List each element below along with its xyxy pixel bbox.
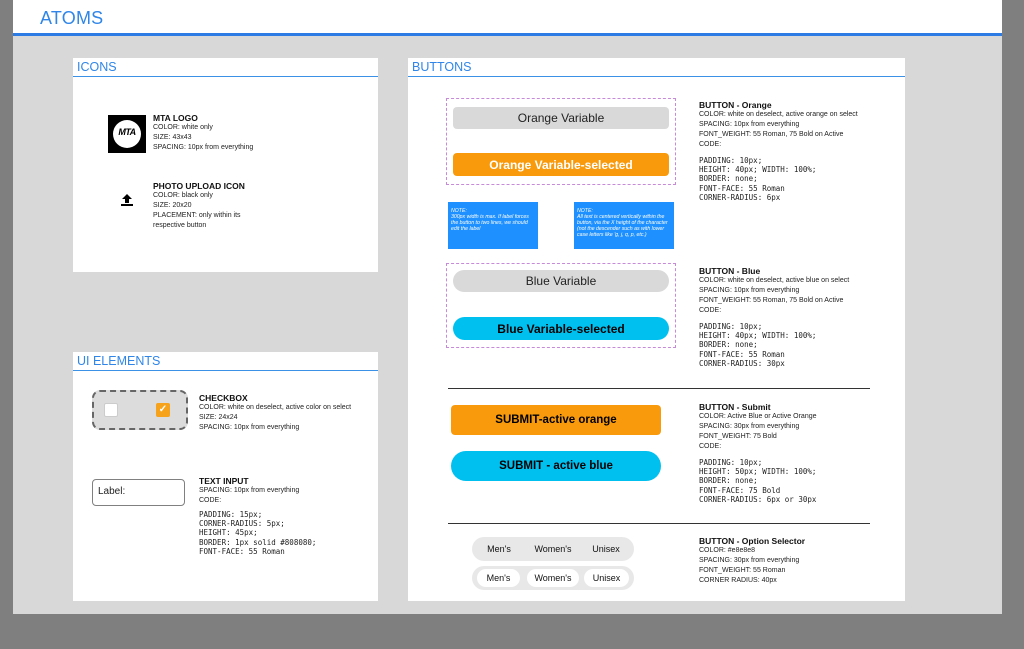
option-selector-radius: CORNER RADIUS: 40px <box>699 577 777 584</box>
blue-button-spacing: SPACING: 10px from everything <box>699 287 800 294</box>
blue-button-font-weight: FONT_WEIGHT: 55 Roman, 75 Bold on Active <box>699 297 844 304</box>
submit-orange-button[interactable]: SUBMIT-active orange <box>451 405 661 435</box>
orange-button-code: PADDING: 10px; HEIGHT: 40px; WIDTH: 100%; BORDER: none; FONT-FACE: 55 Roman CORNER-RADIUS: 6px <box>699 156 817 202</box>
label-text-input[interactable]: Label: <box>92 479 185 506</box>
text-input-code: PADDING: 15px; CORNER-RADIUS: 5px; HEIGHT: 45px; BORDER: 1px solid #808080; FONT-FACE: 55 Roman <box>199 510 317 556</box>
upload-icon-placement: PLACEMENT: only within its <box>153 212 241 219</box>
ui-elements-panel <box>73 352 378 601</box>
submit-button-color: COLOR: Active Blue or Active Orange <box>699 413 817 420</box>
option-selector-spec <box>699 536 805 586</box>
upload-icon-name: PHOTO UPLOAD ICON <box>153 181 245 191</box>
artboard <box>13 36 1002 614</box>
checkbox-spacing: SPACING: 10px from everything <box>199 424 300 431</box>
checkbox-checked[interactable]: ✓ <box>156 403 170 417</box>
ui-elements-panel-header <box>73 352 378 371</box>
orange-variable-selected-button[interactable]: Orange Variable-selected <box>453 153 669 176</box>
checkbox-color: COLOR: white on deselect, active color on select <box>199 404 352 411</box>
submit-blue-button[interactable]: SUBMIT - active blue <box>451 451 661 481</box>
section-divider <box>448 388 870 389</box>
ui-elements-panel-title: UI ELEMENTS <box>77 354 161 368</box>
option-unisex-selected[interactable]: Unisex <box>584 569 629 587</box>
orange-button-code-label: CODE: <box>699 141 722 148</box>
orange-button-name: BUTTON - Orange <box>699 100 772 110</box>
checkbox-name: CHECKBOX <box>199 393 248 403</box>
option-womens-selected[interactable]: Women's <box>527 569 579 587</box>
blue-button-name: BUTTON - Blue <box>699 266 761 276</box>
mta-logo-color: COLOR: white only <box>153 124 213 131</box>
upload-icon-spec <box>153 181 245 231</box>
option-selector-color: COLOR: #e8e8e8 <box>699 547 756 554</box>
orange-button-spacing: SPACING: 10px from everything <box>699 121 800 128</box>
submit-button-code-label: CODE: <box>699 443 722 450</box>
submit-button-name: BUTTON - Submit <box>699 402 771 412</box>
icons-panel-title: ICONS <box>77 60 117 74</box>
blue-button-code: PADDING: 10px; HEIGHT: 40px; WIDTH: 100%; BORDER: none; FONT-FACE: 55 Roman CORNER-RADIUS: 30px <box>699 322 817 368</box>
blue-button-code-label: CODE: <box>699 307 722 314</box>
submit-button-code: PADDING: 10px; HEIGHT: 50px; WIDTH: 100%; BORDER: none; FONT-FACE: 75 Bold CORNER-RADIUS: 6px or 30px <box>699 458 817 504</box>
submit-button-font-weight: FONT_WEIGHT: 75 Bold <box>699 433 777 440</box>
checkbox-size: SIZE: 24x24 <box>199 414 238 421</box>
orange-variable-button[interactable]: Orange Variable <box>453 107 669 129</box>
option-selector-deselected <box>472 537 634 561</box>
checkbox-unchecked[interactable] <box>104 403 118 417</box>
option-womens[interactable]: Women's <box>534 544 572 554</box>
option-selector-name: BUTTON - Option Selector <box>699 536 806 546</box>
option-selector-font-weight: FONT_WEIGHT: 55 Roman <box>699 567 786 574</box>
text-input-code-label: CODE: <box>199 497 222 504</box>
option-unisex[interactable]: Unisex <box>592 544 620 554</box>
text-input-spacing: SPACING: 10px from everything <box>199 487 300 494</box>
orange-button-font-weight: FONT_WEIGHT: 55 Roman, 75 Bold on Active <box>699 131 844 138</box>
mta-logo-spec <box>153 113 253 153</box>
submit-button-spec <box>699 402 817 504</box>
icons-panel-header <box>73 58 378 77</box>
option-selector-selected <box>472 566 634 590</box>
mta-logo-spacing: SPACING: 10px from everything <box>153 144 254 151</box>
blue-variable-button[interactable]: Blue Variable <box>453 270 669 292</box>
buttons-panel <box>408 58 905 601</box>
mta-logo-icon <box>108 115 146 153</box>
buttons-panel-header <box>408 58 905 77</box>
mta-logo-text: MTA <box>118 127 136 137</box>
icons-panel <box>73 58 378 272</box>
top-bar <box>13 0 1002 36</box>
blue-button-color: COLOR: white on deselect, active blue on select <box>699 277 850 284</box>
upload-icon-placement-2: respective button <box>153 222 207 229</box>
option-mens-selected[interactable]: Men's <box>477 569 520 587</box>
text-input-spec <box>199 476 316 556</box>
upload-icon-color: COLOR: black only <box>153 192 213 199</box>
upload-icon <box>120 193 134 207</box>
note-max-width: NOTE: 300px width is max. If label forces the button to two lines, we should edit the label <box>448 202 538 249</box>
blue-button-spec <box>699 266 849 368</box>
checkbox-group <box>92 390 188 430</box>
blue-variable-selected-button[interactable]: Blue Variable-selected <box>453 317 669 340</box>
checkbox-spec <box>199 393 351 433</box>
upload-icon-size: SIZE: 20x20 <box>153 202 192 209</box>
option-selector-spacing: SPACING: 30px from everything <box>699 557 800 564</box>
section-divider-2 <box>448 523 870 524</box>
note-vertical-center: NOTE: All text is centered vertically within the button, via the X height of the character (not the descender such as with lower case letters like 'g, j, q, p, etc.) <box>574 202 674 249</box>
mta-logo-name: MTA LOGO <box>153 113 198 123</box>
option-mens[interactable]: Men's <box>487 544 511 554</box>
page-title: ATOMS <box>40 8 104 28</box>
orange-button-color: COLOR: white on deselect, active orange on select <box>699 111 858 118</box>
buttons-panel-title: BUTTONS <box>412 60 472 74</box>
mta-logo-size: SIZE: 43x43 <box>153 134 192 141</box>
orange-button-spec <box>699 100 858 202</box>
submit-button-spacing: SPACING: 30px from everything <box>699 423 800 430</box>
text-input-name: TEXT INPUT <box>199 476 249 486</box>
